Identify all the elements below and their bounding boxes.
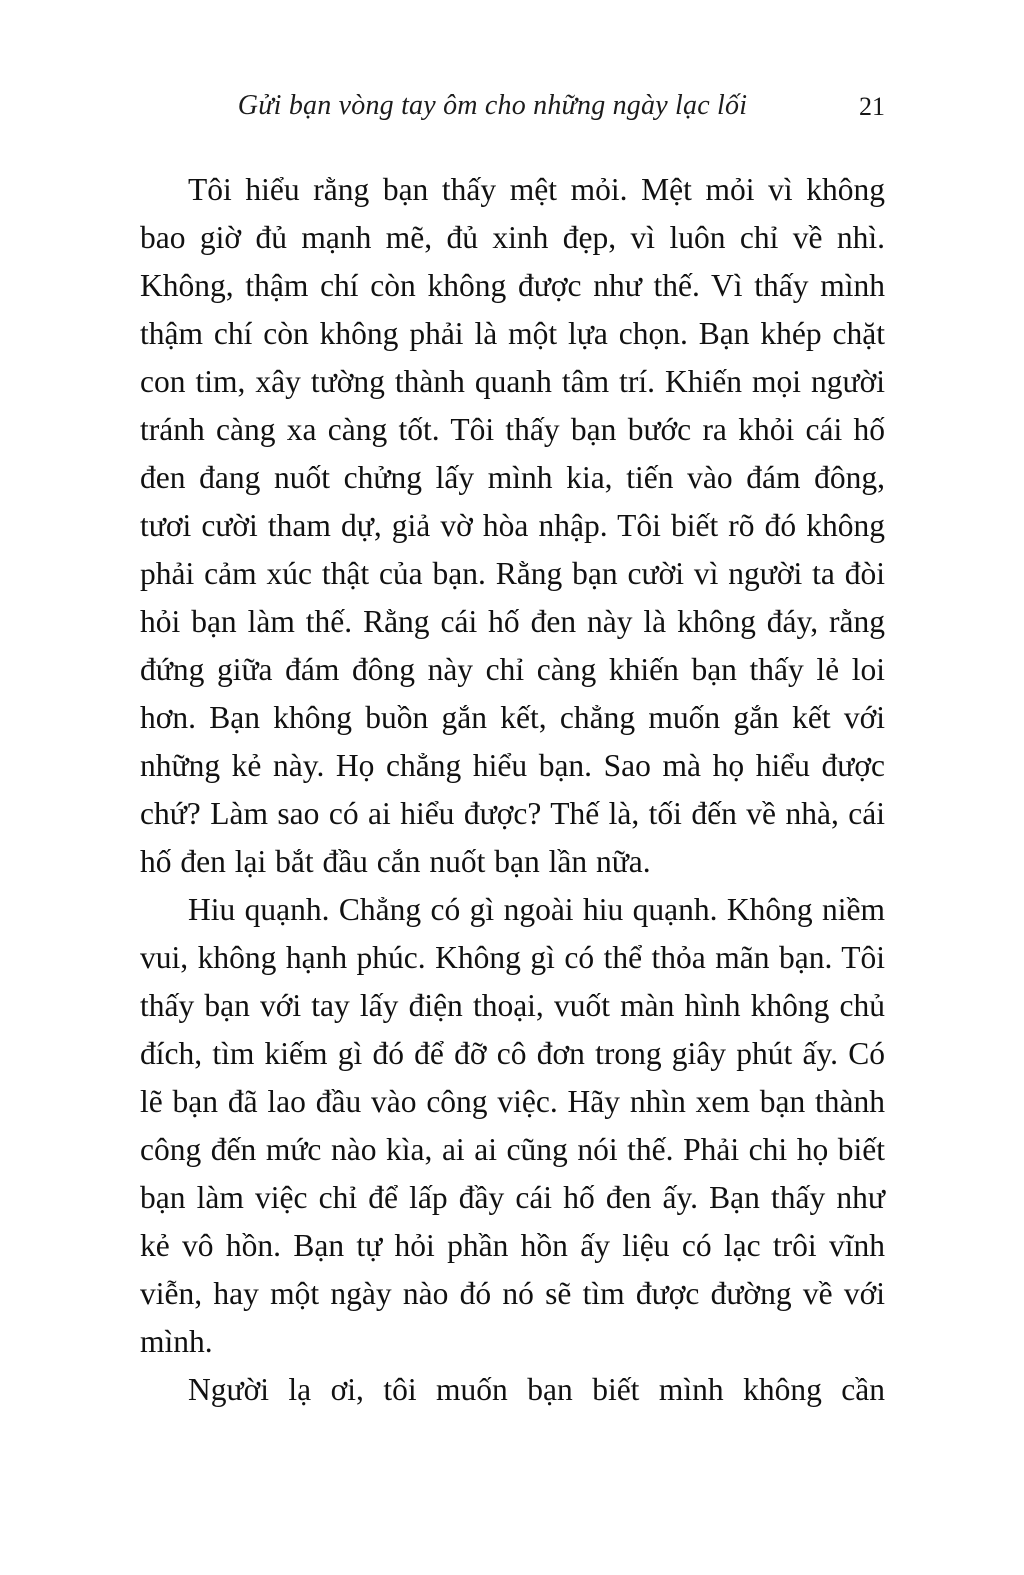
page-number: 21 [859, 92, 885, 121]
paragraph-continued: Người lạ ơi, tôi muốn bạn biết mình không cần [188, 1372, 885, 1407]
paragraph: Tôi hiểu rằng bạn thấy mệt mỏi. Mệt mỏi vì không bao giờ đủ mạnh mẽ, đủ xinh đẹp, vì luôn chỉ về nhì. Không, thậm chí còn không được như thế. Vì thấy mình thậm chí còn không phải là một lựa chọn. Bạn khép chặt con tim, xây tường thành quanh tâm trí. Khiến mọi người tránh càng xa càng tốt. Tôi thấy bạn bước ra khỏi cái hố đen đang nuốt chửng lấy mình kia, tiến vào đám đông, tươi cười tham dự, giả vờ hòa nhập. Tôi biết rõ đó không phải cảm xúc thật của bạn. Rằng bạn cười vì người ta đòi hỏi bạn làm thế. Rằng cái hố đen này là không đáy, rằng đứng giữa đám đông này chỉ càng khiến bạn thấy lẻ loi hơn. Bạn không buồn gắn kết, chẳng muốn gắn kết với những kẻ này. Họ chẳng hiểu bạn. Sao mà họ hiểu được chứ? Làm sao có ai hiểu được? Thế là, tối đến về nhà, cái hố đen lại bắt đầu cắn nuốt bạn lần nữa. [140, 172, 885, 879]
body-text [140, 166, 885, 1414]
running-head [140, 88, 885, 128]
paragraph: Hiu quạnh. Chẳng có gì ngoài hiu quạnh. Không niềm vui, không hạnh phúc. Không gì có thể thỏa mãn bạn. Tôi thấy bạn với tay lấy điện thoại, vuốt màn hình không chủ đích, tìm kiếm gì đó để đỡ cô đơn trong giây phút ấy. Có lẽ bạn đã lao đầu vào công việc. Hãy nhìn xem bạn thành công đến mức nào kìa, ai ai cũng nói thế. Phải chi họ biết bạn làm việc chỉ để lấp đầy cái hố đen ấy. Bạn thấy như kẻ vô hồn. Bạn tự hỏi phần hồn ấy liệu có lạc trôi vĩnh viễn, hay một ngày nào đó nó sẽ tìm được đường về với mình. [140, 892, 885, 1359]
running-head-title: Gửi bạn vòng tay ôm cho những ngày lạc lối [237, 90, 748, 121]
